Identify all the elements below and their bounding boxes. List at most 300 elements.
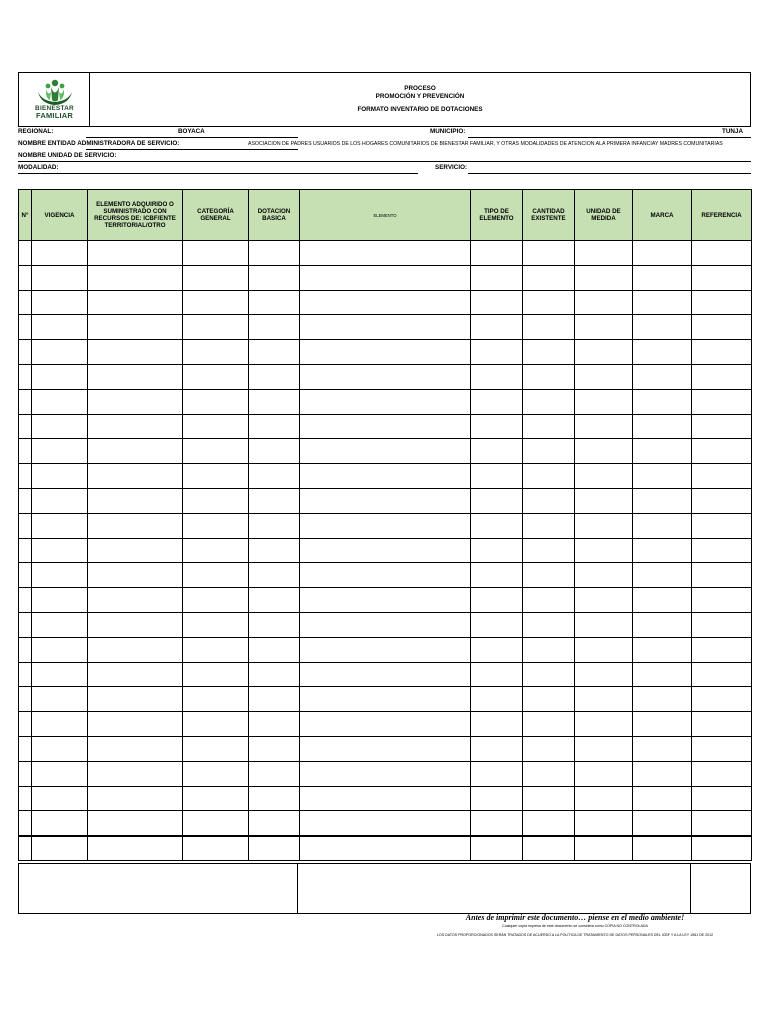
table-cell[interactable] [183, 364, 249, 389]
table-cell[interactable] [633, 612, 692, 637]
table-cell[interactable] [471, 637, 523, 662]
table-cell[interactable] [88, 414, 183, 439]
table-cell[interactable] [300, 439, 471, 464]
table-cell[interactable] [523, 687, 575, 712]
table-cell[interactable] [523, 761, 575, 786]
table-cell[interactable] [523, 241, 575, 266]
eco-message: Antes de imprimir este documento… piense en el medio ambiente! [465, 913, 685, 922]
table-cell[interactable] [633, 761, 692, 786]
table-cell[interactable] [300, 588, 471, 613]
table-cell[interactable] [32, 736, 88, 761]
table-cell[interactable] [19, 786, 32, 811]
table-cell[interactable] [633, 836, 692, 861]
table-cell[interactable] [88, 389, 183, 414]
table-cell[interactable] [183, 315, 249, 340]
table-cell[interactable] [19, 315, 32, 340]
table-cell[interactable] [300, 513, 471, 538]
table-cell[interactable] [575, 637, 633, 662]
table-cell[interactable] [471, 241, 523, 266]
table-cell[interactable] [249, 712, 300, 737]
table-cell[interactable] [183, 811, 249, 836]
table-cell[interactable] [575, 687, 633, 712]
table-cell[interactable] [471, 811, 523, 836]
table-cell[interactable] [19, 761, 32, 786]
table-cell[interactable] [633, 265, 692, 290]
table-cell[interactable] [32, 761, 88, 786]
table-cell[interactable] [19, 712, 32, 737]
table-cell[interactable] [692, 637, 752, 662]
table-cell[interactable] [575, 761, 633, 786]
table-cell[interactable] [183, 439, 249, 464]
table-cell[interactable] [249, 439, 300, 464]
table-cell[interactable] [523, 488, 575, 513]
table-cell[interactable] [88, 612, 183, 637]
table-cell[interactable] [692, 290, 752, 315]
table-cell[interactable] [249, 513, 300, 538]
table-cell[interactable] [300, 736, 471, 761]
table-cell[interactable] [32, 612, 88, 637]
title-proceso: PROCESO [404, 85, 436, 92]
table-cell[interactable] [183, 290, 249, 315]
table-cell[interactable] [19, 241, 32, 266]
table-cell[interactable] [183, 513, 249, 538]
table-cell[interactable] [88, 464, 183, 489]
table-cell[interactable] [32, 687, 88, 712]
table-cell[interactable] [183, 662, 249, 687]
table-cell[interactable] [471, 439, 523, 464]
table-cell[interactable] [183, 265, 249, 290]
table-cell[interactable] [19, 588, 32, 613]
table-cell[interactable] [19, 340, 32, 365]
table-cell[interactable] [88, 811, 183, 836]
table-cell[interactable] [692, 736, 752, 761]
table-cell[interactable] [249, 241, 300, 266]
table-cell[interactable] [575, 241, 633, 266]
table-cell[interactable] [523, 637, 575, 662]
table-cell[interactable] [633, 389, 692, 414]
table-cell[interactable] [471, 538, 523, 563]
table-cell[interactable] [575, 563, 633, 588]
table-cell[interactable] [523, 836, 575, 861]
table-cell[interactable] [19, 736, 32, 761]
table-row [19, 315, 752, 340]
table-cell[interactable] [183, 389, 249, 414]
table-cell[interactable] [575, 389, 633, 414]
table-cell[interactable] [249, 290, 300, 315]
table-cell[interactable] [471, 836, 523, 861]
table-cell[interactable] [692, 836, 752, 861]
table-cell[interactable] [249, 315, 300, 340]
table-cell[interactable] [300, 662, 471, 687]
table-cell[interactable] [249, 786, 300, 811]
table-cell[interactable] [249, 662, 300, 687]
table-cell[interactable] [249, 488, 300, 513]
table-cell[interactable] [88, 662, 183, 687]
table-cell[interactable] [19, 389, 32, 414]
table-cell[interactable] [88, 315, 183, 340]
table-cell[interactable] [88, 687, 183, 712]
table-cell[interactable] [249, 364, 300, 389]
table-cell[interactable] [692, 687, 752, 712]
table-cell[interactable] [249, 612, 300, 637]
table-cell[interactable] [523, 389, 575, 414]
municipio-value[interactable]: TUNJA [722, 128, 743, 135]
table-cell[interactable] [88, 836, 183, 861]
table-cell[interactable] [88, 761, 183, 786]
table-cell[interactable] [692, 563, 752, 588]
col-header-numero: N° [19, 190, 32, 241]
table-cell[interactable] [19, 637, 32, 662]
table-cell[interactable] [183, 637, 249, 662]
table-cell[interactable] [183, 538, 249, 563]
table-cell[interactable] [19, 513, 32, 538]
icbf-logo-icon [35, 78, 75, 106]
table-cell[interactable] [471, 315, 523, 340]
table-cell[interactable] [523, 563, 575, 588]
table-cell[interactable] [471, 588, 523, 613]
table-cell[interactable] [471, 786, 523, 811]
table-cell[interactable] [32, 513, 88, 538]
table-cell[interactable] [471, 563, 523, 588]
table-cell[interactable] [88, 637, 183, 662]
table-cell[interactable] [32, 364, 88, 389]
table-cell[interactable] [300, 811, 471, 836]
unidad-underline[interactable] [18, 161, 751, 162]
table-cell[interactable] [471, 488, 523, 513]
table-cell[interactable] [300, 290, 471, 315]
table-cell[interactable] [300, 687, 471, 712]
col-header-tipo: TIPO DE ELEMENTO [471, 190, 523, 241]
table-cell[interactable] [183, 563, 249, 588]
table-cell[interactable] [300, 563, 471, 588]
table-cell[interactable] [633, 712, 692, 737]
table-row [19, 712, 752, 737]
table-cell[interactable] [19, 811, 32, 836]
table-cell[interactable] [471, 612, 523, 637]
regional-value[interactable]: BOYACA [178, 128, 205, 135]
table-cell[interactable] [523, 786, 575, 811]
table-cell[interactable] [300, 786, 471, 811]
table-cell[interactable] [32, 836, 88, 861]
table-cell[interactable] [575, 414, 633, 439]
table-cell[interactable] [249, 811, 300, 836]
table-cell[interactable] [183, 836, 249, 861]
table-cell[interactable] [32, 712, 88, 737]
table-cell[interactable] [19, 662, 32, 687]
table-cell[interactable] [300, 464, 471, 489]
table-cell[interactable] [633, 736, 692, 761]
table-cell[interactable] [575, 811, 633, 836]
table-cell[interactable] [183, 612, 249, 637]
table-cell[interactable] [32, 786, 88, 811]
table-cell[interactable] [19, 836, 32, 861]
table-cell[interactable] [471, 761, 523, 786]
table-cell[interactable] [19, 364, 32, 389]
table-cell[interactable] [249, 538, 300, 563]
table-cell[interactable] [183, 488, 249, 513]
table-cell[interactable] [692, 488, 752, 513]
table-cell[interactable] [88, 340, 183, 365]
entidad-value[interactable]: ASOCIACION DE PADRES USUARIOS DE LOS HOGARES COMUNITARIOS DE BIENESTAR FAMILIAR, Y OTRAS MODALIDADES DE ATENCION ALA PRIMERA INFANCIAY MADRES COMUNITARIAS [248, 141, 723, 147]
table-row [19, 414, 752, 439]
table-cell[interactable] [633, 439, 692, 464]
table-cell[interactable] [633, 811, 692, 836]
regional-underline [86, 137, 298, 138]
table-cell[interactable] [575, 513, 633, 538]
table-cell[interactable] [523, 265, 575, 290]
table-cell[interactable] [88, 563, 183, 588]
table-cell[interactable] [300, 637, 471, 662]
title-promocion: PROMOCIÓN Y PREVENCIÓN [375, 93, 465, 100]
table-cell[interactable] [249, 464, 300, 489]
table-cell[interactable] [32, 414, 88, 439]
table-cell[interactable] [523, 712, 575, 737]
table-cell[interactable] [183, 340, 249, 365]
table-cell[interactable] [692, 265, 752, 290]
table-cell[interactable] [692, 389, 752, 414]
table-cell[interactable] [183, 687, 249, 712]
table-cell[interactable] [523, 612, 575, 637]
table-cell[interactable] [183, 241, 249, 266]
signature-box [18, 863, 751, 914]
table-cell[interactable] [19, 563, 32, 588]
table-cell[interactable] [249, 588, 300, 613]
table-cell[interactable] [471, 290, 523, 315]
table-cell[interactable] [300, 761, 471, 786]
signature-cell-right[interactable] [691, 864, 750, 913]
table-cell[interactable] [32, 811, 88, 836]
table-cell[interactable] [183, 712, 249, 737]
table-cell[interactable] [692, 612, 752, 637]
table-cell[interactable] [471, 414, 523, 439]
table-cell[interactable] [300, 265, 471, 290]
table-cell[interactable] [575, 340, 633, 365]
signature-cell-left[interactable] [19, 864, 298, 913]
table-cell[interactable] [88, 538, 183, 563]
table-cell[interactable] [32, 290, 88, 315]
table-cell[interactable] [692, 464, 752, 489]
table-cell[interactable] [692, 364, 752, 389]
table-cell[interactable] [523, 538, 575, 563]
table-cell[interactable] [183, 736, 249, 761]
table-cell[interactable] [183, 786, 249, 811]
table-cell[interactable] [19, 439, 32, 464]
table-cell[interactable] [183, 464, 249, 489]
table-cell[interactable] [19, 488, 32, 513]
table-cell[interactable] [633, 662, 692, 687]
table-cell[interactable] [249, 736, 300, 761]
municipio-underline [468, 137, 751, 138]
table-cell[interactable] [523, 315, 575, 340]
table-cell[interactable] [249, 637, 300, 662]
table-cell[interactable] [523, 364, 575, 389]
table-cell[interactable] [471, 265, 523, 290]
table-cell[interactable] [19, 612, 32, 637]
table-cell[interactable] [19, 687, 32, 712]
table-cell[interactable] [633, 687, 692, 712]
table-cell[interactable] [575, 364, 633, 389]
table-cell[interactable] [471, 736, 523, 761]
modalidad-label: MODALIDAD: [18, 164, 59, 171]
table-cell[interactable] [300, 712, 471, 737]
table-cell[interactable] [633, 488, 692, 513]
table-cell[interactable] [19, 290, 32, 315]
table-cell[interactable] [88, 439, 183, 464]
table-cell[interactable] [575, 588, 633, 613]
table-cell[interactable] [692, 761, 752, 786]
table-cell[interactable] [692, 315, 752, 340]
table-cell[interactable] [183, 414, 249, 439]
table-cell[interactable] [633, 364, 692, 389]
table-cell[interactable] [575, 712, 633, 737]
table-cell[interactable] [523, 340, 575, 365]
table-cell[interactable] [575, 488, 633, 513]
table-cell[interactable] [300, 340, 471, 365]
table-cell[interactable] [88, 364, 183, 389]
table-cell[interactable] [88, 513, 183, 538]
table-cell[interactable] [19, 414, 32, 439]
table-cell[interactable] [32, 241, 88, 266]
table-cell[interactable] [575, 439, 633, 464]
table-cell[interactable] [633, 290, 692, 315]
table-cell[interactable] [633, 414, 692, 439]
table-cell[interactable] [575, 315, 633, 340]
table-cell[interactable] [471, 513, 523, 538]
table-cell[interactable] [471, 389, 523, 414]
table-cell[interactable] [575, 786, 633, 811]
table-cell[interactable] [692, 513, 752, 538]
table-cell[interactable] [300, 414, 471, 439]
table-cell[interactable] [633, 315, 692, 340]
table-cell[interactable] [32, 464, 88, 489]
table-cell[interactable] [88, 265, 183, 290]
table-cell[interactable] [88, 736, 183, 761]
table-cell[interactable] [32, 389, 88, 414]
table-cell[interactable] [300, 836, 471, 861]
table-cell[interactable] [249, 836, 300, 861]
table-cell[interactable] [692, 538, 752, 563]
table-cell[interactable] [183, 761, 249, 786]
table-cell[interactable] [692, 414, 752, 439]
table-cell[interactable] [183, 588, 249, 613]
table-cell[interactable] [523, 811, 575, 836]
table-cell[interactable] [32, 340, 88, 365]
table-cell[interactable] [575, 464, 633, 489]
table-cell[interactable] [523, 513, 575, 538]
table-cell[interactable] [32, 439, 88, 464]
table-cell[interactable] [523, 588, 575, 613]
col-header-dotacion: DOTACION BASICA [249, 190, 300, 241]
servicio-underline[interactable] [468, 173, 751, 174]
table-cell[interactable] [692, 786, 752, 811]
table-cell[interactable] [523, 414, 575, 439]
table-cell[interactable] [300, 612, 471, 637]
table-cell[interactable] [32, 265, 88, 290]
table-cell[interactable] [19, 265, 32, 290]
table-cell[interactable] [32, 563, 88, 588]
table-cell[interactable] [633, 241, 692, 266]
table-cell[interactable] [575, 612, 633, 637]
table-cell[interactable] [692, 662, 752, 687]
table-cell[interactable] [633, 464, 692, 489]
table-cell[interactable] [32, 637, 88, 662]
table-cell[interactable] [633, 786, 692, 811]
table-cell[interactable] [249, 340, 300, 365]
logo-text-familiar: FAMILIAR [35, 111, 73, 120]
table-cell[interactable] [692, 712, 752, 737]
table-cell[interactable] [249, 414, 300, 439]
table-cell[interactable] [633, 588, 692, 613]
table-cell[interactable] [575, 290, 633, 315]
table-cell[interactable] [471, 687, 523, 712]
form-header [18, 72, 751, 127]
table-cell[interactable] [300, 364, 471, 389]
table-cell[interactable] [692, 588, 752, 613]
table-cell[interactable] [249, 563, 300, 588]
table-cell[interactable] [249, 687, 300, 712]
table-cell[interactable] [88, 786, 183, 811]
table-cell[interactable] [249, 265, 300, 290]
table-cell[interactable] [692, 241, 752, 266]
table-cell[interactable] [88, 712, 183, 737]
table-cell[interactable] [19, 538, 32, 563]
table-cell[interactable] [471, 364, 523, 389]
table-cell[interactable] [32, 488, 88, 513]
table-cell[interactable] [633, 637, 692, 662]
table-cell[interactable] [300, 538, 471, 563]
table-cell[interactable] [575, 662, 633, 687]
table-cell[interactable] [633, 563, 692, 588]
table-cell[interactable] [692, 439, 752, 464]
table-cell[interactable] [32, 662, 88, 687]
table-cell[interactable] [692, 811, 752, 836]
table-cell[interactable] [523, 290, 575, 315]
table-cell[interactable] [471, 464, 523, 489]
table-cell[interactable] [19, 464, 32, 489]
table-cell[interactable] [692, 340, 752, 365]
table-cell[interactable] [633, 538, 692, 563]
signature-cell-center[interactable] [298, 864, 691, 913]
table-cell[interactable] [300, 241, 471, 266]
table-cell[interactable] [249, 761, 300, 786]
table-cell[interactable] [32, 538, 88, 563]
table-cell[interactable] [523, 736, 575, 761]
table-cell[interactable] [471, 662, 523, 687]
modalidad-underline[interactable] [18, 173, 418, 174]
table-cell[interactable] [575, 538, 633, 563]
table-cell[interactable] [575, 836, 633, 861]
table-cell[interactable] [523, 439, 575, 464]
table-cell[interactable] [249, 389, 300, 414]
table-cell[interactable] [300, 389, 471, 414]
table-cell[interactable] [300, 315, 471, 340]
table-cell[interactable] [88, 241, 183, 266]
table-cell[interactable] [471, 712, 523, 737]
table-cell[interactable] [633, 340, 692, 365]
table-cell[interactable] [88, 290, 183, 315]
table-cell[interactable] [575, 265, 633, 290]
table-cell[interactable] [471, 340, 523, 365]
table-cell[interactable] [575, 736, 633, 761]
table-cell[interactable] [32, 315, 88, 340]
table-cell[interactable] [523, 662, 575, 687]
table-cell[interactable] [300, 488, 471, 513]
table-cell[interactable] [523, 464, 575, 489]
table-cell[interactable] [32, 588, 88, 613]
table-cell[interactable] [88, 488, 183, 513]
table-cell[interactable] [88, 588, 183, 613]
table-cell[interactable] [633, 513, 692, 538]
